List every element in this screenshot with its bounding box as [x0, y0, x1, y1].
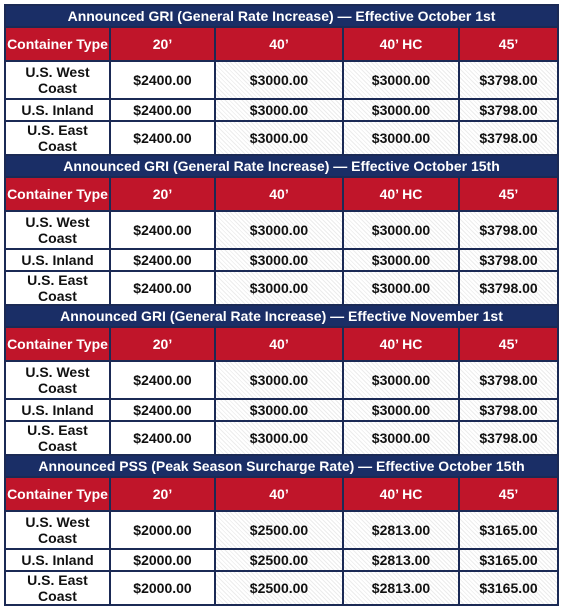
- rate-cell: $3798.00: [459, 271, 558, 305]
- rate-cell: $3000.00: [215, 211, 343, 249]
- section-title-row: [5, 305, 558, 327]
- container-type-header: Container Type: [5, 327, 110, 361]
- region-label: U.S. East Coast: [5, 421, 110, 455]
- rate-cell: $2813.00: [343, 571, 459, 605]
- section-title: Announced GRI (General Rate Increase) — Effective October 1st: [5, 5, 558, 27]
- column-header-row: [5, 327, 558, 361]
- container-size-header: 45’: [459, 177, 558, 211]
- rate-cell: $2813.00: [343, 511, 459, 549]
- container-size-header: 40’: [215, 477, 343, 511]
- table-row: [5, 421, 558, 455]
- container-size-header: 40’: [215, 177, 343, 211]
- rate-cell: $3000.00: [343, 61, 459, 99]
- container-size-header: 45’: [459, 477, 558, 511]
- table-row: [5, 249, 558, 271]
- rate-cell: $2400.00: [110, 361, 215, 399]
- rate-cell: $3000.00: [215, 421, 343, 455]
- table-row: [5, 121, 558, 155]
- container-size-header: 20’: [110, 177, 215, 211]
- section-title: Announced GRI (General Rate Increase) — Effective November 1st: [5, 305, 558, 327]
- rate-cell: $3165.00: [459, 571, 558, 605]
- rate-cell: $2500.00: [215, 511, 343, 549]
- rate-cell: $2000.00: [110, 571, 215, 605]
- rate-cell: $3165.00: [459, 511, 558, 549]
- section-title-row: [5, 455, 558, 477]
- region-label: U.S. Inland: [5, 399, 110, 421]
- container-size-header: 40’: [215, 27, 343, 61]
- rate-cell: $3000.00: [343, 361, 459, 399]
- region-label: U.S. Inland: [5, 99, 110, 121]
- rate-cell: $2813.00: [343, 549, 459, 571]
- container-type-header: Container Type: [5, 27, 110, 61]
- rate-cell: $2400.00: [110, 211, 215, 249]
- region-label: U.S. West Coast: [5, 211, 110, 249]
- rate-cell: $3798.00: [459, 399, 558, 421]
- rate-cell: $2400.00: [110, 99, 215, 121]
- container-type-header: Container Type: [5, 177, 110, 211]
- region-label: U.S. Inland: [5, 249, 110, 271]
- table-row: [5, 211, 558, 249]
- container-size-header: 40’ HC: [343, 27, 459, 61]
- table-row: [5, 271, 558, 305]
- container-size-header: 20’: [110, 327, 215, 361]
- table-row: [5, 511, 558, 549]
- rate-cell: $2500.00: [215, 549, 343, 571]
- rate-cell: $3000.00: [215, 361, 343, 399]
- container-size-header: 45’: [459, 327, 558, 361]
- rate-cell: $2400.00: [110, 421, 215, 455]
- rate-increase-table: [4, 4, 559, 606]
- container-size-header: 40’: [215, 327, 343, 361]
- region-label: U.S. Inland: [5, 549, 110, 571]
- section-title: Announced GRI (General Rate Increase) — Effective October 15th: [5, 155, 558, 177]
- section-title: Announced PSS (Peak Season Surcharge Rate) — Effective October 15th: [5, 455, 558, 477]
- rate-cell: $3000.00: [215, 61, 343, 99]
- table-row: [5, 99, 558, 121]
- column-header-row: [5, 177, 558, 211]
- rate-cell: $3000.00: [343, 211, 459, 249]
- region-label: U.S. East Coast: [5, 271, 110, 305]
- rate-cell: $3000.00: [343, 421, 459, 455]
- rate-cell: $3798.00: [459, 421, 558, 455]
- section-title-row: [5, 155, 558, 177]
- rate-cell: $2400.00: [110, 271, 215, 305]
- region-label: U.S. West Coast: [5, 361, 110, 399]
- rate-table-container: [4, 4, 557, 606]
- rate-cell: $3000.00: [343, 399, 459, 421]
- rate-cell: $3798.00: [459, 211, 558, 249]
- rate-cell: $3000.00: [343, 249, 459, 271]
- column-header-row: [5, 477, 558, 511]
- region-label: U.S. East Coast: [5, 571, 110, 605]
- rate-cell: $3000.00: [215, 399, 343, 421]
- rate-cell: $3798.00: [459, 249, 558, 271]
- rate-cell: $3000.00: [215, 271, 343, 305]
- region-label: U.S. West Coast: [5, 61, 110, 99]
- table-row: [5, 361, 558, 399]
- rate-cell: $3798.00: [459, 99, 558, 121]
- rate-cell: $2000.00: [110, 549, 215, 571]
- rate-cell: $2500.00: [215, 571, 343, 605]
- rate-cell: $2000.00: [110, 511, 215, 549]
- rate-cell: $3000.00: [215, 99, 343, 121]
- section-title-row: [5, 5, 558, 27]
- container-size-header: 40’ HC: [343, 327, 459, 361]
- region-label: U.S. East Coast: [5, 121, 110, 155]
- rate-cell: $2400.00: [110, 121, 215, 155]
- container-type-header: Container Type: [5, 477, 110, 511]
- table-row: [5, 61, 558, 99]
- rate-cell: $3798.00: [459, 361, 558, 399]
- rate-cell: $2400.00: [110, 61, 215, 99]
- column-header-row: [5, 27, 558, 61]
- rate-cell: $3000.00: [343, 121, 459, 155]
- rate-cell: $3000.00: [343, 271, 459, 305]
- container-size-header: 45’: [459, 27, 558, 61]
- container-size-header: 20’: [110, 27, 215, 61]
- container-size-header: 40’ HC: [343, 477, 459, 511]
- rate-cell: $3165.00: [459, 549, 558, 571]
- rate-cell: $3000.00: [215, 121, 343, 155]
- table-row: [5, 399, 558, 421]
- rate-cell: $2400.00: [110, 249, 215, 271]
- table-row: [5, 549, 558, 571]
- rate-cell: $2400.00: [110, 399, 215, 421]
- container-size-header: 20’: [110, 477, 215, 511]
- region-label: U.S. West Coast: [5, 511, 110, 549]
- rate-cell: $3000.00: [343, 99, 459, 121]
- rate-cell: $3000.00: [215, 249, 343, 271]
- rate-cell: $3798.00: [459, 121, 558, 155]
- container-size-header: 40’ HC: [343, 177, 459, 211]
- rate-cell: $3798.00: [459, 61, 558, 99]
